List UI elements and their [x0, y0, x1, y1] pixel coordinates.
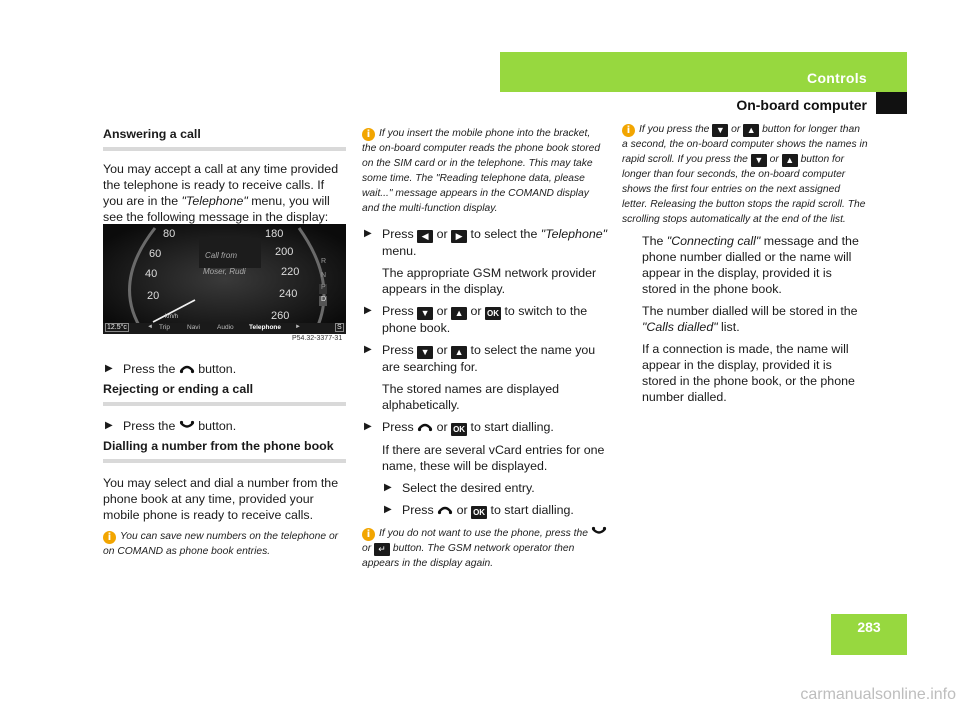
column-2 — [362, 126, 607, 577]
speed-label: 60 — [149, 248, 162, 260]
right-key-icon: ▶ — [451, 230, 467, 243]
note-save: i You can save new numbers on the telephone or on COMAND as phone book entries. — [103, 531, 339, 557]
note-dont-use: i If you do not want to use the phone, press the or ↵ button. The GSM network operator then appears in the display again. — [362, 525, 607, 571]
phone-accept-icon — [437, 503, 453, 515]
heading-answering: Answering a call — [103, 126, 346, 151]
menu-navi: Navi — [187, 324, 201, 331]
speed-label: 20 — [147, 290, 160, 302]
heading-rejecting: Rejecting or ending a call — [103, 381, 346, 406]
step-start-dialling: ▶ Press or OK to start dialling. — [364, 420, 554, 434]
info-icon: i — [103, 531, 116, 544]
down-key-icon: ▼ — [417, 307, 433, 320]
gear-r: R — [321, 258, 327, 265]
ok-key-icon: OK — [487, 309, 500, 318]
subsection-title: On-board computer — [736, 97, 867, 113]
speed-label: 80 — [163, 228, 176, 240]
phone-end-icon — [591, 525, 607, 537]
phone-accept-icon — [179, 362, 195, 374]
up-key-icon: ▲ — [451, 346, 467, 359]
menu-audio: Audio — [217, 324, 234, 331]
unit-label: km/h — [165, 314, 179, 320]
down-key-icon: ▼ — [751, 154, 767, 167]
phone-end-icon — [179, 419, 195, 431]
menu-right-icon: ► — [295, 324, 301, 330]
substep-select-entry: ▶ Select the desired entry. — [384, 481, 535, 495]
gear-p: P — [321, 284, 326, 291]
substep-start-dialling: ▶ Press or OK to start dialling. — [384, 503, 574, 517]
step-select-menu: ▶ Press ◀ or ▶ to select the "Telephone" menu. — [364, 227, 608, 258]
step-arrow-icon: ▶ — [364, 228, 372, 239]
heading-dialling: Dialling a number from the phone book — [103, 438, 346, 463]
left-key-icon: ◀ — [417, 230, 433, 243]
speed-label: 240 — [279, 288, 298, 300]
menu-trip: Trip — [159, 324, 170, 331]
result-vcard: If there are several vCard entries for one name, these will be displayed. — [382, 443, 605, 473]
s-indicator: S — [337, 324, 342, 331]
step-accept: ▶ Press the button. — [105, 362, 237, 376]
speed-label: 220 — [281, 266, 300, 278]
watermark: carmanualsonline.info — [800, 686, 956, 703]
ok-key-icon: OK — [453, 425, 466, 434]
back-key-icon: ↵ — [374, 543, 390, 556]
step-arrow-icon: ▶ — [364, 421, 372, 432]
phone-accept-icon — [417, 420, 433, 432]
up-key-icon: ▲ — [743, 124, 759, 137]
para-answer: You may accept a call at any time provided the telephone is ready to receive calls. If you are in the "Telephone" menu, you will see the following message in the display: — [103, 162, 339, 224]
info-icon: i — [362, 528, 375, 541]
step-select-name: ▶ Press ▼ or ▲ to select the name you are searching for. — [364, 343, 596, 374]
result-network: The appropriate GSM network provider appears in the display. — [382, 266, 597, 296]
para-calls-dialled: The number dialled will be stored in the "Calls dialled" list. — [642, 304, 858, 334]
result-alphabetical: The stored names are displayed alphabetically. — [382, 382, 560, 412]
menu-left-icon: ◄ — [147, 324, 153, 330]
step-arrow-icon: ▶ — [364, 305, 372, 316]
call-message-line2: Moser, Rudi — [203, 267, 246, 276]
down-key-icon: ▼ — [417, 346, 433, 359]
section-title: Controls — [807, 70, 867, 86]
instrument-cluster-image — [103, 224, 346, 334]
note-rapid-scroll: i If you press the ▼ or ▲ button for longer than a second, the on-board computer shows the names in rapid scroll. If you press the ▼ or ▲ button for longer than four seconds, the on-board computer shows the first four entries on the next assigned letter. Releasing the button stops the rapid scroll. The scrolling stops automatically at the end of the list. — [622, 124, 868, 225]
column-1 — [103, 126, 346, 565]
speed-label: 200 — [275, 246, 294, 258]
down-key-icon: ▼ — [712, 124, 728, 137]
para-dial: You may select and dial a number from the phone book at any time, provided your mobile phone is ready to receive calls. — [103, 476, 339, 522]
cluster-graphic — [103, 224, 346, 334]
menu-telephone: Telephone — [249, 324, 282, 331]
speed-label: 260 — [271, 310, 290, 322]
speed-label: 40 — [145, 268, 158, 280]
ok-key-icon: OK — [473, 508, 486, 517]
step-reject: ▶ Press the button. — [105, 419, 237, 433]
page-number: 283 — [857, 619, 881, 635]
up-key-icon: ▲ — [782, 154, 798, 167]
image-code: P54.32-3377-31 — [292, 335, 343, 342]
info-icon: i — [362, 128, 375, 141]
header-tab — [876, 92, 907, 114]
step-phonebook: ▶ Press ▼ or ▲ or OK to switch to the phone book. — [364, 304, 588, 335]
step-arrow-icon: ▶ — [384, 504, 392, 515]
temperature: 12.5°c — [107, 324, 127, 331]
gear-n: N — [321, 272, 327, 279]
note-insert: i If you insert the mobile phone into the bracket, the on-board computer reads the phone book stored on the SIM card or in the telephone. This may take some time. The "Reading telephone data, please wait..." message appears in the COMAND display and the multi-function display. — [362, 128, 601, 214]
para-connection: If a connection is made, the name will appear in the display, provided it is stored in the phone book, or the phone number dialled. — [642, 342, 855, 404]
step-arrow-icon: ▶ — [105, 420, 113, 431]
column-3 — [622, 122, 868, 411]
step-arrow-icon: ▶ — [364, 344, 372, 355]
step-arrow-icon: ▶ — [105, 363, 113, 374]
speed-label: 180 — [265, 228, 284, 240]
up-key-icon: ▲ — [451, 307, 467, 320]
info-icon: i — [622, 124, 635, 137]
call-message-line1: Call from — [205, 251, 238, 260]
step-arrow-icon: ▶ — [384, 482, 392, 493]
para-connecting: The "Connecting call" message and the phone number dialled or the name will appear in the display, provided it is stored in the phone book. — [642, 234, 859, 296]
gear-d: D — [321, 296, 327, 303]
